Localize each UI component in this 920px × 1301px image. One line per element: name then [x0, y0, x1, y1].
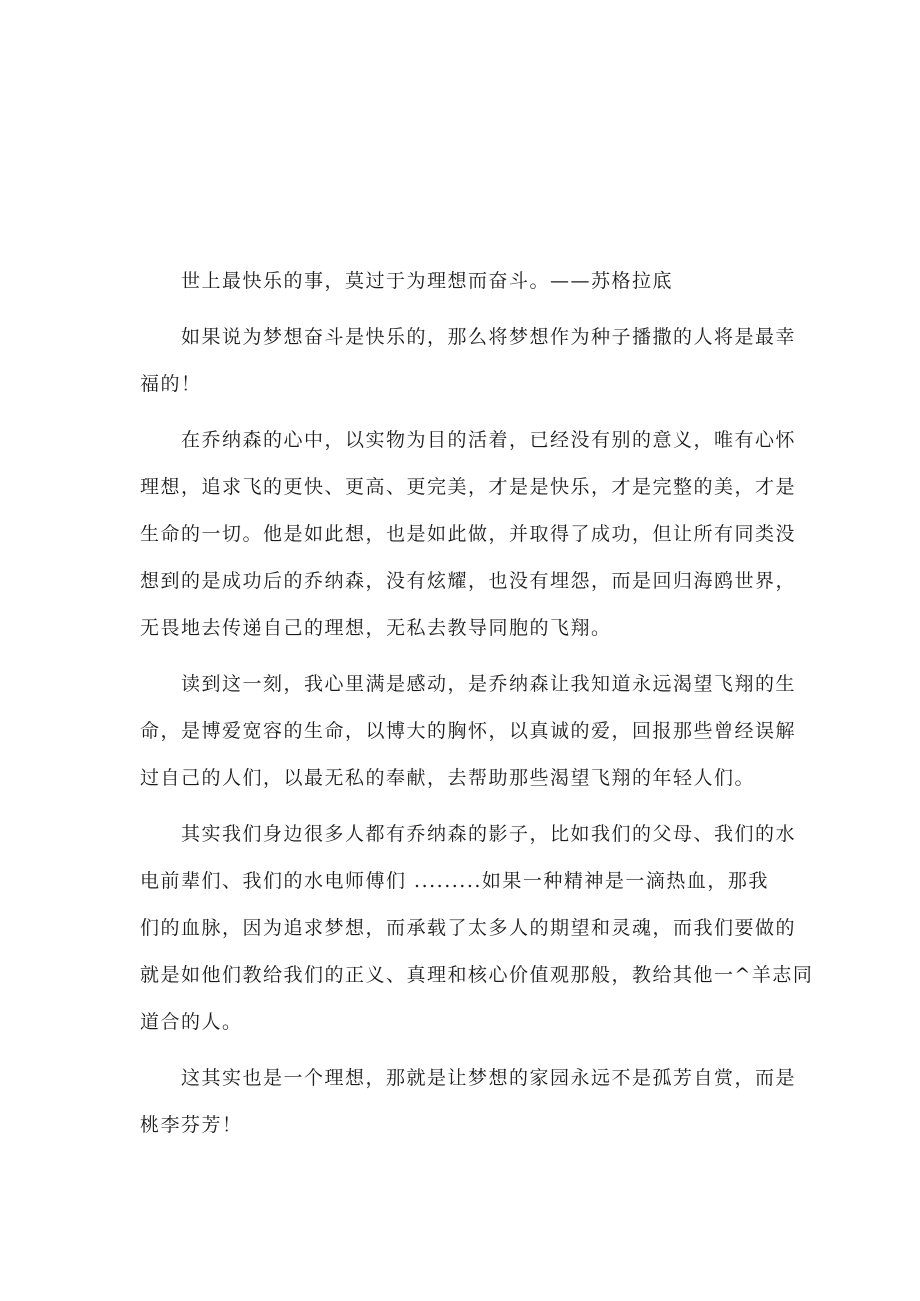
body-paragraph: [140, 417, 797, 652]
document-body: [140, 258, 814, 1158]
text-line: 命，是博爱宽容的生命，以博大的胸怀，以真诚的爱，回报那些曾经误解: [140, 720, 797, 742]
text-line: 在乔纳森的心中，以实物为目的活着，已经没有别的意义，唯有心怀: [181, 429, 797, 451]
text-line: 如果说为梦想奋斗是快乐的，那么将梦想作为种子播撒的人将是最幸: [181, 326, 797, 348]
text-line: 电前辈们、我们的水电师傅们 .........如果一种精神是一滴热血，那我: [140, 870, 769, 892]
text-line: 无畏地去传递自己的理想，无私去教导同胞的飞翔。: [140, 617, 612, 639]
quote-paragraph: [140, 258, 784, 305]
text-line: 读到这一刻，我心里满是感动，是乔纳森让我知道永远渴望飞翔的生: [181, 673, 797, 695]
body-paragraph: [140, 811, 814, 1046]
body-paragraph: [140, 661, 797, 802]
text-line: 就是如他们教给我们的正义、真理和核心价值观那般，教给其他一^羊志同: [140, 964, 814, 986]
text-line: 过自己的人们，以最无私的奉献，去帮助那些渴望飞翔的年轻人们。: [140, 767, 756, 789]
text-line: 这其实也是一个理想，那就是让梦想的家园永远不是孤芳自赏，而是: [181, 1067, 797, 1089]
text-line: 们的血脉，因为追求梦想，而承载了太多人的期望和灵魂，而我们要做的: [140, 917, 797, 939]
text-line: 福的！: [140, 373, 202, 395]
body-paragraph: [140, 314, 797, 408]
text-line: 桃李芬芳！: [140, 1114, 243, 1136]
text-line: 其实我们身边很多人都有乔纳森的影子，比如我们的父母、我们的水: [181, 823, 797, 845]
text-line: 世上最快乐的事，莫过于为理想而奋斗。——苏格拉底: [181, 270, 674, 292]
text-line: 想到的是成功后的乔纳森，没有炫耀，也没有埋怨，而是回归海鸥世界，: [140, 570, 797, 592]
body-paragraph: [140, 1055, 797, 1149]
text-line: 生命的一切。他是如此想，也是如此做，并取得了成功，但让所有同类没: [140, 523, 797, 545]
text-line: 道合的人。: [140, 1011, 243, 1033]
text-line: 理想，追求飞的更快、更高、更完美，才是是快乐，才是完整的美，才是: [140, 476, 797, 498]
